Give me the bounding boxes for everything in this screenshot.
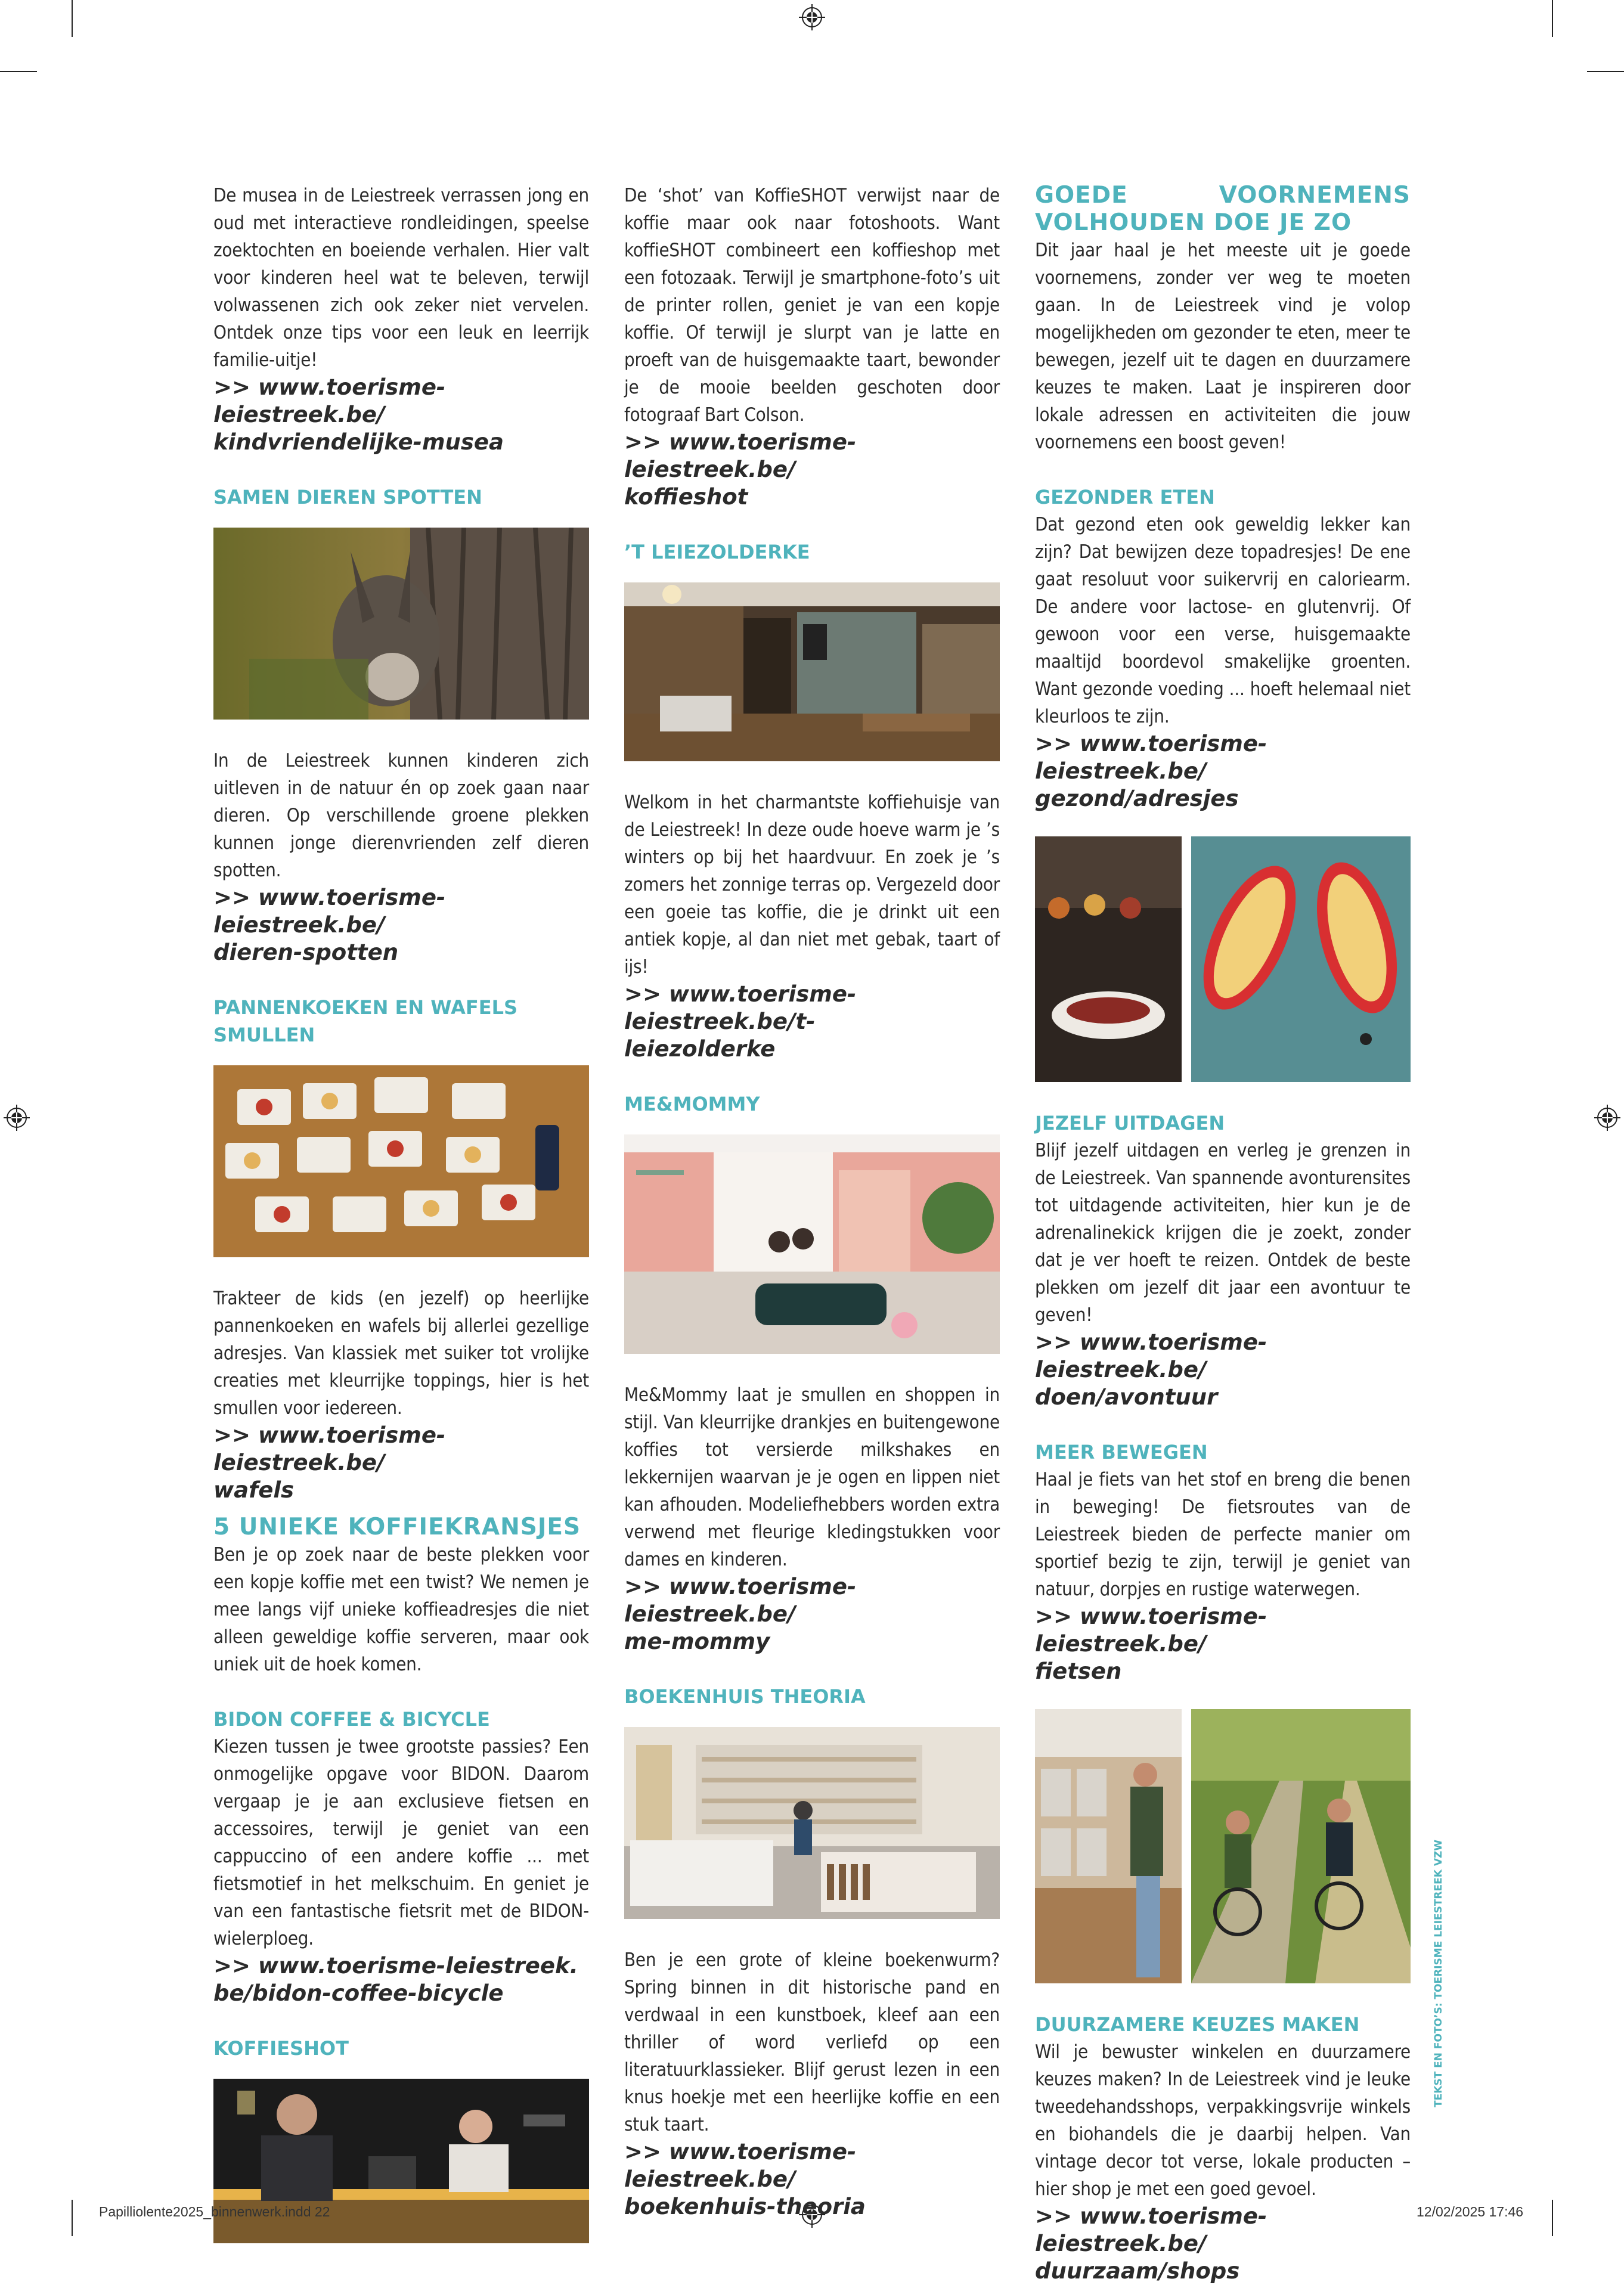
leiezolderke-link[interactable]: >> www.toerisme-leiestreek.be/t- leiezolderke bbox=[624, 981, 857, 1062]
waffles-photo bbox=[213, 1065, 589, 1257]
photo-credit: TEKST EN FOTO’S: TOERISME LEIESTREEK VZW bbox=[1433, 1839, 1445, 2107]
crop-mark bbox=[72, 2200, 73, 2236]
footer-filename: Papilliolente2025_binnenwerk.indd 22 bbox=[99, 2204, 330, 2219]
koffieshot-link[interactable]: >> www.toerisme-leiestreek.be/ koffieshot bbox=[624, 429, 857, 510]
column-middle bbox=[624, 182, 1000, 2221]
column-right bbox=[1035, 182, 1411, 2285]
food-rafting-photos bbox=[1035, 836, 1411, 1082]
voornemens-title: GOEDE VOORNEMENS VOLHOUDEN DOE JE ZO bbox=[1035, 182, 1411, 236]
koffieshot-heading: KOFFIESHOT bbox=[213, 2037, 349, 2060]
theoria-heading: BOEKENHUIS THEORIA bbox=[624, 1685, 866, 1708]
shop-cycling-photos bbox=[1035, 1709, 1411, 1983]
gezond-heading: GEZONDER ETEN bbox=[1035, 486, 1215, 509]
theoria-photo bbox=[624, 1727, 1000, 1919]
duurzaam-text: Wil je bewuster winkelen en duurzamere keuzes maken? In de Leiestreek vind je leuke tweedehandsshops, verpakkingsvrije winkels en biohandels die je daarbij helpen. Van vintage decor tot verse, lokale producten – hier shop je met een goed gevoel. bbox=[1035, 2041, 1411, 2200]
dieren-link[interactable]: >> www.toerisme-leiestreek.be/ dieren-spotten bbox=[213, 885, 446, 965]
duurzaam-heading: DUURZAMERE KEUZES MAKEN bbox=[1035, 2013, 1360, 2036]
column-left bbox=[213, 182, 589, 2243]
uitdagen-link[interactable]: >> www.toerisme-leiestreek.be/ doen/avontuur bbox=[1035, 1329, 1267, 1410]
theoria-link[interactable]: >> www.toerisme-leiestreek.be/ boekenhuis-theoria bbox=[624, 2139, 866, 2219]
dieren-heading: SAMEN DIEREN SPOTTEN bbox=[213, 486, 482, 509]
crop-mark bbox=[1552, 0, 1553, 37]
gezond-text: Dat gezond eten ook geweldig lekker kan zijn? Dat bewijzen deze topadresjes! De ene gaat resoluut voor suikervrij en caloriearm. De andere voor lactose- en glutenvrij. Of gewoon voor een verse, huisgemaakte maaltijd boordevol smakelijke groenten. Want gezonde voeding ... hoeft helemaal niet kleurloos te zijn. bbox=[1035, 514, 1411, 727]
mommy-photo bbox=[624, 1134, 1000, 1354]
bewegen-text: Haal je fiets van het stof en breng die benen in beweging! De fietsroutes van de Leiestreek bieden de perfecte manier om sportief bezig te zijn, terwijl je geniet van natuur, dorpjes en rustige waterwegen. bbox=[1035, 1469, 1411, 1600]
registration-mark-icon bbox=[4, 1105, 30, 1131]
dieren-text: In de Leiestreek kunnen kinderen zich uitleven in de natuur én op zoek gaan naar dieren. Op verschillende groene plekken kunnen jonge dierenvrienden zelf dieren spotten. bbox=[213, 750, 589, 881]
mommy-heading: ME&MOMMY bbox=[624, 1093, 760, 1115]
crop-mark bbox=[1587, 71, 1624, 72]
uitdagen-text: Blijf jezelf uitdagen en verleg je grenzen in de Leiestreek. Van spannende avonturensites tot uitdagende activiteiten, hier kun je de adrenalinekick krijgen die je zoekt, zonder dat je ver hoeft te reizen. Ontdek de beste plekken om jezelf dit jaar een avontuur te geven! bbox=[1035, 1140, 1411, 1326]
donkey-photo bbox=[213, 528, 589, 720]
crop-mark bbox=[0, 71, 37, 72]
uitdagen-heading: JEZELF UITDAGEN bbox=[1035, 1112, 1225, 1134]
theoria-text: Ben je een grote of kleine boekenwurm? Spring binnen in dit historische pand en verdwaal in een kunstboek, kleef aan een thriller of word verliefd op een literatuurklassieker. Blijf gerust lezen in een knus hoekje met een heerlijke koffie en een stuk taart. bbox=[624, 1949, 1000, 2135]
bidon-link[interactable]: >> www.toerisme-leiestreek.be/bidon-coffee-bicycle bbox=[213, 1953, 578, 2006]
crop-mark bbox=[1552, 2200, 1553, 2236]
wafels-heading: PANNENKOEKEN EN WAFELS SMULLEN bbox=[213, 996, 518, 1046]
mommy-link[interactable]: >> www.toerisme-leiestreek.be/ me-mommy bbox=[624, 1574, 857, 1654]
bewegen-link[interactable]: >> www.toerisme-leiestreek.be/ fietsen bbox=[1035, 1604, 1267, 1684]
leiezolderke-photo bbox=[624, 582, 1000, 761]
registration-mark-icon bbox=[1594, 1105, 1620, 1131]
koffie-intro-text: Ben je op zoek naar de beste plekken voor een kopje koffie met een twist? We nemen je mee langs vijf unieke koffieadresjes die niet alleen geweldige koffie serveren, maar ook uniek uit de hoek komen. bbox=[213, 1544, 589, 1675]
museum-intro-text: De musea in de Leiestreek verrassen jong en oud met interactieve rondleidingen, speelse zoektochten en boeiende verhalen. Hier valt voor kinderen heel wat te beleven, terwijl volwassenen zich ook zeker niet vervelen. Ontdek onze tips voor een leuk en leerrijk familie-uitje! bbox=[213, 185, 589, 371]
bidon-heading: BIDON COFFEE & BICYCLE bbox=[213, 1708, 490, 1731]
museum-link[interactable]: >> www.toerisme-leiestreek.be/ kindvriendelijke-musea bbox=[213, 374, 504, 455]
koffieshot-text: De ‘shot’ van KoffieSHOT verwijst naar de koffie maar ook naar fotoshoots. Want koffieSHOT combineert een koffieshop met een fotozaak. Terwijl je smartphone-foto’s uit de printer rollen, geniet je van een kopje koffie. Of terwijl je slurpt van je latte en proeft van de huisgemaakte taart, bewonder je de mooie beelden geschoten door fotograaf Bart Colson. bbox=[624, 185, 1000, 426]
gezond-link[interactable]: >> www.toerisme-leiestreek.be/ gezond/adresjes bbox=[1035, 731, 1267, 811]
bidon-text: Kiezen tussen je twee grootste passies? Een onmogelijke opgave voor BIDON. Daarom vergaap je je aan exclusieve fietsen en accessoires, terwijl je geniet van een cappuccino of een andere koffie ... met fietsmotief in het melkschuim. En geniet je van een fantastische fietsrit met de BIDON-wielerploeg. bbox=[213, 1736, 589, 1949]
bewegen-heading: MEER BEWEGEN bbox=[1035, 1441, 1208, 1464]
duurzaam-link[interactable]: >> www.toerisme-leiestreek.be/ duurzaam/shops bbox=[1035, 2203, 1267, 2284]
voornemens-intro-text: Dit jaar haal je het meeste uit je goede voornemens, zonder ver weg te moeten gaan. In de Leiestreek vind je volop mogelijkheden om gezonder te eten, meer te bewegen, jezelf uit te dagen en duurzamere keuzes te maken. Laat je inspireren door lokale adressen en activiteiten die jouw voornemens een boost geven! bbox=[1035, 240, 1411, 453]
registration-mark-icon bbox=[799, 4, 825, 30]
leiezolderke-text: Welkom in het charmantste koffiehuisje van de Leiestreek! In deze oude hoeve warm je ’s winters op bij het haardvuur. En zoek je ’s zomers het zonnige terras op. Vergezeld door een goeie tas koffie, die je drinkt uit een antiek kopje, al dan niet met gebak, taart of ijs! bbox=[624, 792, 1000, 978]
footer-date: 12/02/2025 17:46 bbox=[1417, 2204, 1524, 2219]
koffie-title: 5 UNIEKE KOFFIEKRANSJES bbox=[213, 1514, 581, 1540]
leiezolderke-heading: ’T LEIEZOLDERKE bbox=[624, 541, 810, 563]
wafels-link[interactable]: >> www.toerisme-leiestreek.be/ wafels bbox=[213, 1422, 446, 1503]
mommy-text: Me&Mommy laat je smullen en shoppen in stijl. Van kleurrijke drankjes en buitengewone koffies tot versierde milkshakes en lekkernijen waarvan je je ogen en lippen niet kan afhouden. Modeliefhebbers worden extra verwend met fleurige kledingstukken voor dames en kinderen. bbox=[624, 1384, 1000, 1570]
crop-mark bbox=[72, 0, 73, 37]
wafels-text: Trakteer de kids (en jezelf) op heerlijke pannenkoeken en wafels bij allerlei gezellige adresjes. Van klassiek met suiker tot vrolijke creaties met kleurrijke toppings, hier is het smullen voor iedereen. bbox=[213, 1288, 589, 1419]
